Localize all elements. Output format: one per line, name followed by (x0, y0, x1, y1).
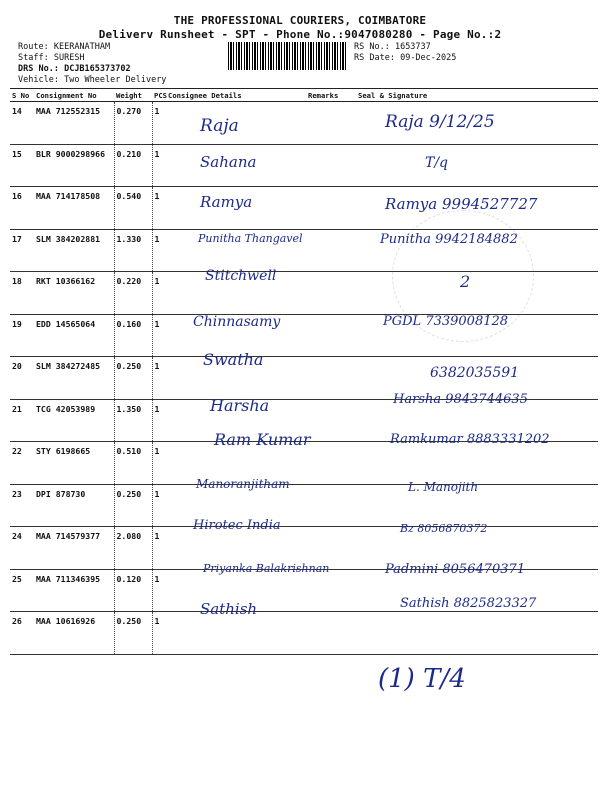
col-consignment: Consignment No (34, 89, 114, 102)
handwritten-signature: 2 (460, 272, 471, 291)
row-weight: 0.270 (114, 102, 152, 145)
handwritten-name: Raja (200, 116, 239, 136)
row-consignment: MAA 714178508 (34, 187, 114, 230)
row-pcs: 1 (152, 314, 166, 357)
row-pcs: 1 (152, 484, 166, 527)
rs-no-info: RS No.: 1653737 (354, 42, 431, 52)
handwritten-signature: Ramkumar 8883331202 (390, 432, 550, 447)
row-weight: 1.350 (114, 399, 152, 442)
handwritten-signature: Padmini 8056470371 (385, 562, 526, 577)
handwritten-name: Ramya (200, 193, 253, 211)
row-weight: 0.250 (114, 612, 152, 655)
row-sno: 18 (10, 272, 34, 315)
row-pcs: 1 (152, 612, 166, 655)
row-pcs: 1 (152, 229, 166, 272)
route-value: KEERANATHAM (53, 42, 111, 52)
row-consignment: RKT 10366162 (34, 272, 114, 315)
row-sno: 20 (10, 357, 34, 400)
drs-info: DRS No.: DCJB165373702 (18, 64, 131, 74)
handwritten-footer-note: (1) T/4 (378, 664, 466, 694)
row-weight: 0.160 (114, 314, 152, 357)
col-signature: Seal & Signature (356, 89, 598, 102)
handwritten-name: Chinnasamy (193, 314, 281, 330)
row-sno: 14 (10, 102, 34, 145)
row-weight: 0.220 (114, 272, 152, 315)
route-info: Route: KEERANATHAM (18, 42, 111, 52)
row-sno: 23 (10, 484, 34, 527)
rs-date-info: RS Date: 09-Dec-2025 (354, 53, 457, 63)
row-consignment: DPI 878730 (34, 484, 114, 527)
rs-date-value: 09-Dec-2025 (400, 53, 457, 63)
handwritten-name: Manoranjitham (196, 477, 290, 491)
row-consignment: EDD 14565064 (34, 314, 114, 357)
row-pcs: 1 (152, 102, 166, 145)
row-weight: 1.330 (114, 229, 152, 272)
col-sno: S No (10, 89, 34, 102)
handwritten-name: Stitchwell (205, 268, 277, 284)
handwritten-name: Sathish (200, 600, 258, 618)
vehicle-value: Two Wheeler Delivery (64, 75, 167, 85)
row-sno: 21 (10, 399, 34, 442)
table-row (10, 272, 598, 315)
barcode (228, 42, 346, 70)
table-row (10, 102, 598, 145)
row-consignment: MAA 10616926 (34, 612, 114, 655)
handwritten-name: Sahana (200, 153, 257, 171)
row-consignment: TCG 42053989 (34, 399, 114, 442)
col-consignee: Consignee Details (166, 89, 306, 102)
row-pcs: 1 (152, 527, 166, 570)
handwritten-signature: Punitha 9942184882 (380, 232, 518, 247)
handwritten-name: Priyanka Balakrishnan (203, 562, 330, 575)
table-row (10, 314, 598, 357)
rs-no-value: 1653737 (394, 42, 431, 52)
row-weight: 0.120 (114, 569, 152, 612)
handwritten-signature: Bz 8056870372 (400, 522, 488, 535)
col-weight: Weight (114, 89, 152, 102)
col-pcs: PCS (154, 90, 167, 100)
vehicle-info: Vehicle: Two Wheeler Delivery (18, 75, 167, 85)
row-consignment: MAA 711346395 (34, 569, 114, 612)
handwritten-name: Harsha (210, 396, 270, 415)
col-remarks: Remarks (306, 89, 356, 102)
handwritten-signature: T/q (425, 155, 449, 171)
handwritten-name: Hirotec India (193, 518, 281, 533)
row-weight: 0.250 (114, 357, 152, 400)
handwritten-signature: 6382035591 (430, 365, 520, 381)
row-consignment: MAA 712552315 (34, 102, 114, 145)
row-consignment: SLM 384272485 (34, 357, 114, 400)
handwritten-name: Punitha Thangavel (198, 232, 303, 245)
row-sno: 24 (10, 527, 34, 570)
company-title: THE PROFESSIONAL COURIERS, COIMBATORE (173, 14, 427, 27)
handwritten-signature: L. Manojith (408, 480, 479, 494)
row-pcs: 1 (152, 187, 166, 230)
handwritten-signature: Ramya 9994527727 (385, 195, 538, 213)
table-row (10, 144, 598, 187)
row-sno: 15 (10, 144, 34, 187)
row-consignment: BLR 9000298966 (34, 144, 114, 187)
runsheet-title: Deliverv Runsheet - SPT - Phone No.:9047080280 - Page No.:2 (98, 28, 502, 41)
staff-info: Staff: SURESH (18, 53, 85, 63)
row-pcs: 1 (152, 357, 166, 400)
handwritten-signature: Harsha 9843744635 (393, 392, 528, 407)
row-weight: 0.210 (114, 144, 152, 187)
staff-value: SURESH (53, 53, 85, 63)
row-consignment: MAA 714579377 (34, 527, 114, 570)
row-weight: 0.510 (114, 442, 152, 485)
handwritten-signature: Sathish 8825823327 (400, 596, 537, 611)
row-weight: 0.250 (114, 484, 152, 527)
handwritten-signature: Raja 9/12/25 (385, 112, 495, 132)
handwritten-name: Ram Kumar (214, 430, 311, 449)
row-sno: 19 (10, 314, 34, 357)
row-consignment: STY 6198665 (34, 442, 114, 485)
row-sno: 22 (10, 442, 34, 485)
table-row (10, 484, 598, 527)
row-pcs: 1 (152, 272, 166, 315)
row-pcs: 1 (152, 442, 166, 485)
drs-value: DCJB165373702 (64, 64, 131, 74)
row-pcs: 1 (152, 144, 166, 187)
row-pcs: 1 (152, 569, 166, 612)
row-weight: 0.540 (114, 187, 152, 230)
row-sno: 17 (10, 229, 34, 272)
row-pcs: 1 (152, 399, 166, 442)
row-sno: 16 (10, 187, 34, 230)
table-row (10, 612, 598, 655)
handwritten-signature: PGDL 7339008128 (383, 314, 509, 329)
row-weight: 2.080 (114, 527, 152, 570)
handwritten-name: Swatha (203, 350, 264, 369)
row-sno: 26 (10, 612, 34, 655)
row-sno: 25 (10, 569, 34, 612)
row-consignment: SLM 384202881 (34, 229, 114, 272)
table-header-row (10, 89, 598, 102)
